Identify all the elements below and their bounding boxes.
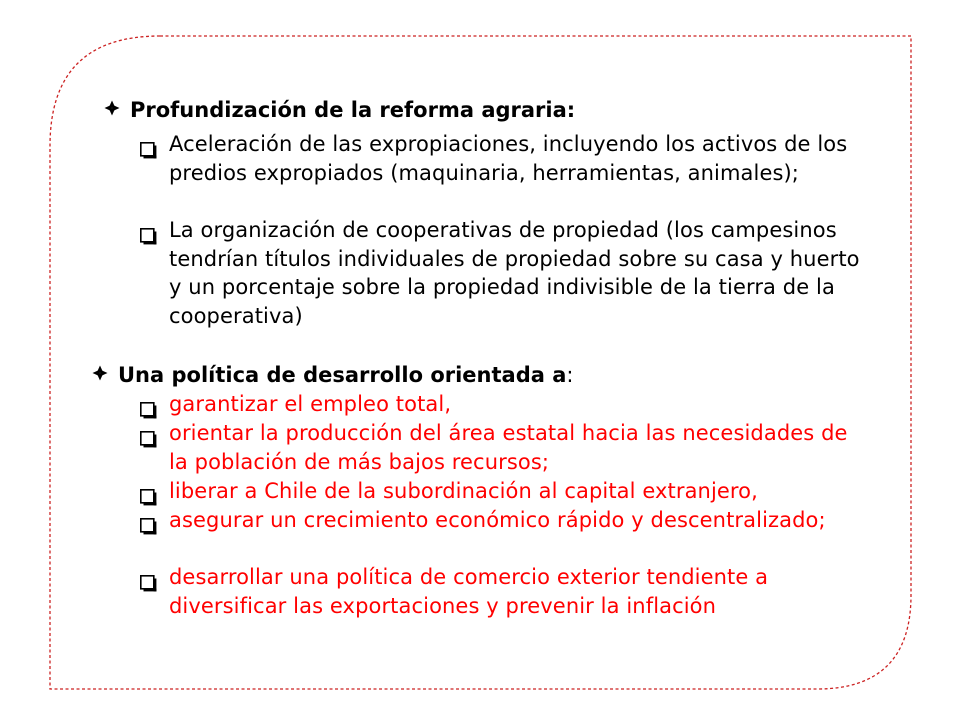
list-item-text: asegurar un crecimiento económico rápido y descentralizado; xyxy=(169,508,826,532)
checkbox-bullet-icon xyxy=(140,571,157,588)
list-item xyxy=(140,563,860,620)
section1-heading xyxy=(104,96,575,125)
checkbox-bullet-icon xyxy=(140,427,157,444)
checkbox-bullet-icon xyxy=(140,224,157,241)
diamond-bullet-icon xyxy=(92,360,108,388)
list-item-text: liberar a Chile de la subordinación al capital extranjero, xyxy=(169,479,758,503)
checkbox-bullet-icon xyxy=(140,398,157,415)
list-item-text: Aceleración de las expropiaciones, incluyendo los activos de los predios expropiados (maquinaria, herramientas, animales); xyxy=(169,132,848,185)
diamond-bullet-icon xyxy=(104,95,120,123)
list-item-text: garantizar el empleo total, xyxy=(169,392,452,416)
list-item-text: desarrollar una política de comercio exterior tendiente a diversificar las exportaciones y prevenir la inflación xyxy=(169,565,769,618)
section2-heading-colon: : xyxy=(566,363,574,387)
list-item-text: orientar la producción del área estatal hacia las necesidades de la población de más bajos recursos; xyxy=(169,421,848,474)
checkbox-bullet-icon xyxy=(140,485,157,502)
list-item xyxy=(140,506,860,535)
checkbox-bullet-icon xyxy=(140,138,157,155)
checkbox-bullet-icon xyxy=(140,514,157,531)
section2-heading xyxy=(92,361,573,390)
list-item-text: La organización de cooperativas de propiedad (los campesinos tendrían títulos individuales de propiedad sobre su casa y huerto y un porcentaje sobre la propiedad indivisible de la tierra de la cooperativa) xyxy=(169,218,860,328)
list-item xyxy=(140,390,860,419)
list-item xyxy=(140,216,860,330)
list-item xyxy=(140,130,860,187)
list-item xyxy=(140,477,860,506)
section2-heading-text: Una política de desarrollo orientada a xyxy=(118,363,567,387)
section1-heading-text: Profundización de la reforma agraria: xyxy=(130,98,576,122)
list-item xyxy=(140,419,860,476)
